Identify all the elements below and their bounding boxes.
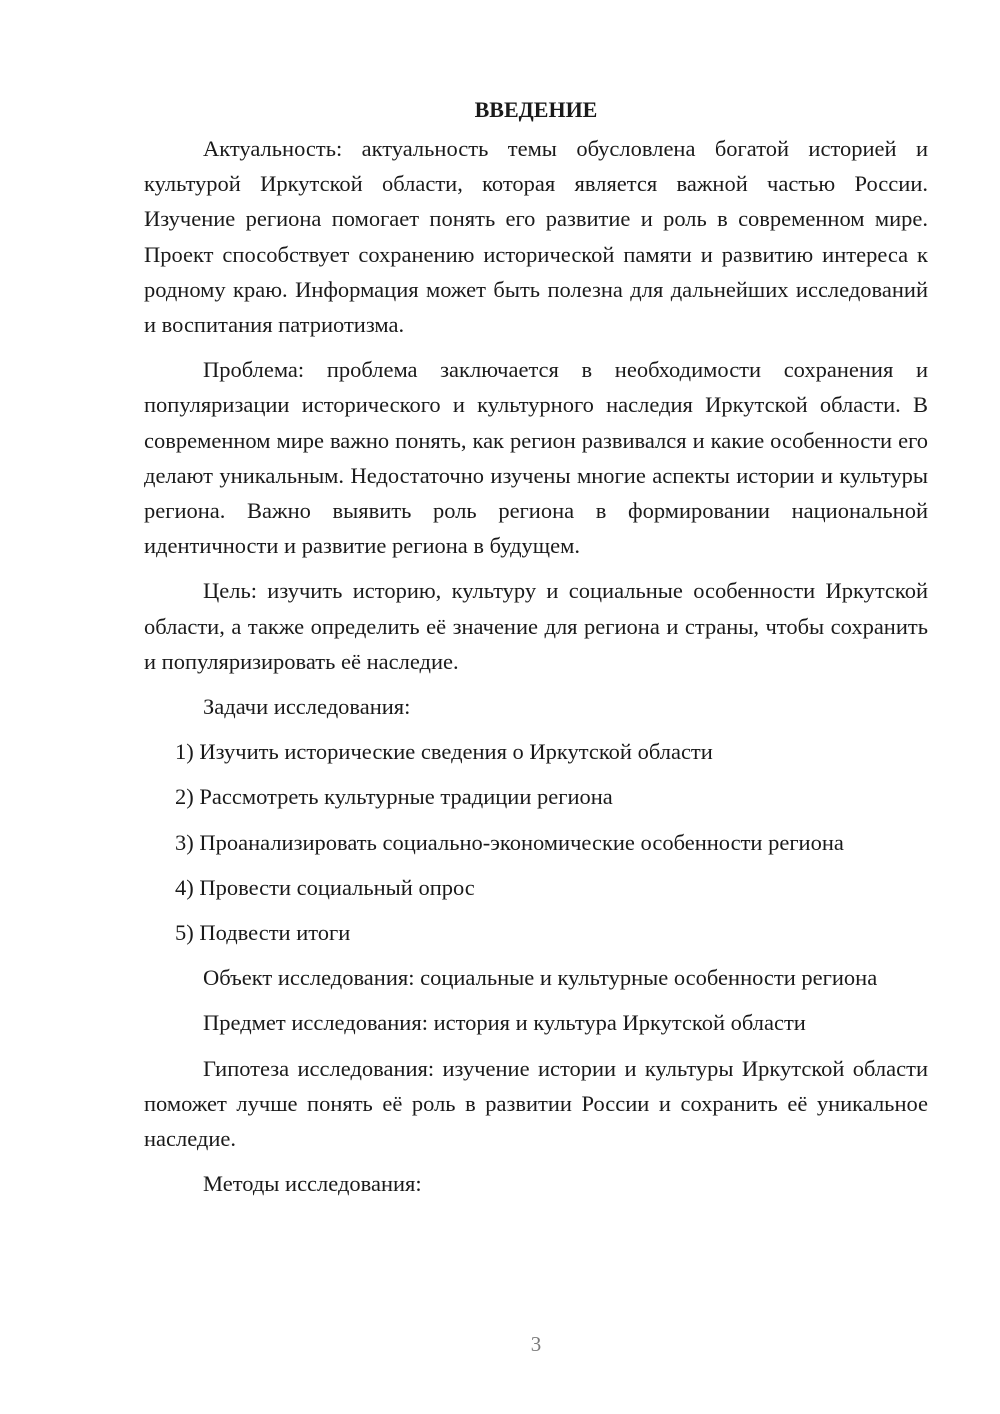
paragraph-problem: Проблема: проблема заключается в необходимости сохранения и популяризации исторического и культурного наследия Иркутской области. В современном мире важно понять, как регион развивался и какие особенности его делают уникальным. Недостаточно изучены многие аспекты истории и культуры региона. Важно выявить роль региона в формировании национальной идентичности и развитие региона в будущем. (144, 357, 928, 559)
list-item: 1) Изучить исторические сведения о Иркутской области (175, 739, 713, 765)
list-item: 3) Проанализировать социально-экономические особенности региона (175, 829, 844, 855)
methods-heading: Методы исследования: (203, 1171, 422, 1197)
page-number: 3 (530, 1332, 542, 1356)
paragraph-goal: Цель: изучить историю, культуру и социальные особенности Иркутской области, а также определить её значение для региона и страны, чтобы сохранить и популяризировать её наследие. (144, 578, 928, 674)
paragraph-hypothesis: Гипотеза исследования: изучение истории и культуры Иркутской области поможет лучше понять её роль в развитии России и сохранить её уникальное наследие. (144, 1055, 928, 1152)
paragraph-subject: Предмет исследования: история и культура Иркутской области (203, 1010, 806, 1036)
list-item: 4) Провести социальный опрос (175, 874, 475, 900)
document-page (144, 92, 928, 1211)
tasks-list (144, 734, 928, 950)
tasks-heading: Задачи исследования: (203, 694, 411, 720)
paragraph-object: Объект исследования: социальные и культурные особенности региона (203, 965, 878, 991)
document-title: ВВЕДЕНИЕ (474, 97, 598, 122)
paragraph-relevance: Актуальность: актуальность темы обусловлена богатой историей и культурой Иркутской области, которая является важной частью России. Изучение региона помогает понять его развитие и роль в современном мире. Проект способствует сохранению исторической памяти и развитию интереса к родному краю. Информация может быть полезна для дальнейших исследований и воспитания патриотизма. (144, 136, 928, 338)
list-item: 2) Рассмотреть культурные традиции региона (175, 784, 613, 810)
list-item: 5) Подвести итоги (175, 920, 351, 946)
